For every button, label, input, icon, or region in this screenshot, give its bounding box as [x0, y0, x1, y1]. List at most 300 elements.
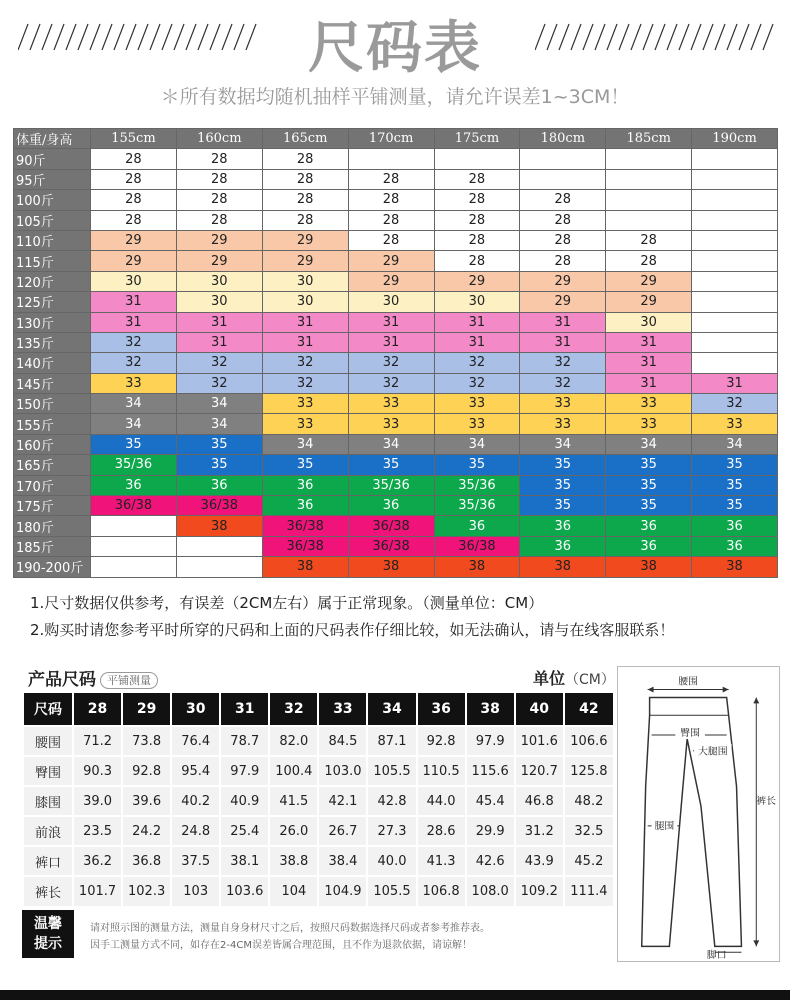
size-cell [520, 149, 606, 169]
size-cell: 29 [91, 251, 177, 271]
size-cell [606, 210, 692, 230]
measurement-value: 120.7 [515, 756, 564, 786]
row-header-weight: 155斤 [14, 414, 91, 434]
size-cell: 31 [434, 332, 520, 352]
pants-diagram-svg [618, 667, 779, 961]
size-column-header: 30 [171, 693, 220, 726]
size-cell: 36/38 [348, 536, 434, 556]
measurement-label: 腰围 [23, 726, 73, 756]
size-cell [692, 190, 778, 210]
tip-text [90, 920, 610, 954]
column-header: 190cm [692, 129, 778, 149]
size-cell: 32 [91, 353, 177, 373]
row-header-weight: 120斤 [14, 271, 91, 291]
measurement-value: 46.8 [515, 786, 564, 816]
size-cell [176, 536, 262, 556]
measurement-value: 45.2 [564, 846, 613, 876]
note-line-1: 1.尺寸数据仅供参考，有误差（2CM左右）属于正常现象。（测量单位：CM） [30, 594, 544, 612]
measurement-value: 42.8 [367, 786, 416, 816]
measurement-value: 102.3 [122, 876, 171, 906]
size-cell: 35 [520, 455, 606, 475]
column-header: 185cm [606, 129, 692, 149]
measurement-value: 109.2 [515, 876, 564, 906]
size-cell: 28 [520, 210, 606, 230]
size-cell: 28 [434, 251, 520, 271]
size-cell: 36 [606, 516, 692, 536]
size-column-header: 31 [220, 693, 269, 726]
size-cell: 36 [606, 536, 692, 556]
table-row [14, 190, 778, 210]
measurement-value: 103.0 [318, 756, 367, 786]
size-cell: 36/38 [91, 496, 177, 516]
measurement-value: 38.4 [318, 846, 367, 876]
size-cell: 30 [262, 292, 348, 312]
size-cell: 32 [434, 353, 520, 373]
unit-label-text: 单位 [533, 669, 566, 688]
size-cell: 31 [262, 312, 348, 332]
size-cell: 29 [262, 251, 348, 271]
table-row [14, 557, 778, 577]
measurement-value: 41.5 [269, 786, 318, 816]
measurement-row [23, 786, 613, 816]
size-cell [434, 149, 520, 169]
table-row [14, 475, 778, 495]
size-cell: 28 [520, 251, 606, 271]
size-cell: 32 [520, 373, 606, 393]
size-cell: 35/36 [434, 496, 520, 516]
tip-badge [22, 910, 74, 958]
size-cell: 34 [434, 434, 520, 454]
size-cell: 38 [520, 557, 606, 577]
size-cell: 31 [606, 332, 692, 352]
diagram-thigh-label: 大腿围 [698, 746, 728, 758]
size-cell: 35 [176, 434, 262, 454]
size-cell: 31 [262, 332, 348, 352]
table-row [14, 292, 778, 312]
measurement-value: 32.5 [564, 816, 613, 846]
pants-measurement-diagram [617, 666, 780, 962]
table-row [14, 149, 778, 169]
size-cell: 30 [262, 271, 348, 291]
row-header-weight: 170斤 [14, 475, 91, 495]
measurement-label: 裤长 [23, 876, 73, 906]
row-header-weight: 110斤 [14, 230, 91, 250]
measurement-value: 29.9 [466, 816, 515, 846]
table-header-row [14, 129, 778, 149]
measurement-value: 71.2 [73, 726, 122, 756]
row-header-weight: 190-200斤 [14, 557, 91, 577]
size-cell [692, 332, 778, 352]
measurement-row [23, 846, 613, 876]
size-cell: 29 [176, 251, 262, 271]
measurement-value: 42.1 [318, 786, 367, 816]
table-row [14, 230, 778, 250]
size-cell: 31 [520, 312, 606, 332]
diagram-hip-label: 臀围 [680, 727, 700, 739]
size-column-header: 40 [515, 693, 564, 726]
size-cell [692, 251, 778, 271]
size-cell [176, 557, 262, 577]
size-cell: 30 [176, 271, 262, 291]
size-cell: 32 [348, 373, 434, 393]
row-header-weight: 175斤 [14, 496, 91, 516]
size-header-label: 尺码 [23, 693, 73, 726]
size-cell: 30 [348, 292, 434, 312]
size-cell: 33 [434, 414, 520, 434]
measurement-value: 23.5 [73, 816, 122, 846]
measurement-value: 31.2 [515, 816, 564, 846]
size-cell: 28 [606, 230, 692, 250]
column-header: 175cm [434, 129, 520, 149]
table-row [14, 434, 778, 454]
measurement-value: 76.4 [171, 726, 220, 756]
measurement-value: 104.9 [318, 876, 367, 906]
product-size-header-row [23, 693, 613, 726]
size-cell: 29 [606, 292, 692, 312]
size-cell: 28 [91, 190, 177, 210]
size-cell: 28 [434, 210, 520, 230]
size-cell: 31 [348, 312, 434, 332]
size-cell: 35 [692, 475, 778, 495]
page-header [0, 0, 790, 80]
measurement-value: 110.5 [417, 756, 466, 786]
unit-value: （CM） [565, 672, 615, 688]
size-cell: 29 [176, 230, 262, 250]
weight-height-size-table [13, 128, 778, 578]
size-cell: 34 [91, 414, 177, 434]
measurement-value: 87.1 [367, 726, 416, 756]
measurement-value: 125.8 [564, 756, 613, 786]
row-header-weight: 165斤 [14, 455, 91, 475]
size-column-header: 32 [269, 693, 318, 726]
size-cell: 34 [91, 394, 177, 414]
measurement-value: 73.8 [122, 726, 171, 756]
size-cell: 28 [176, 169, 262, 189]
measurement-value: 24.8 [171, 816, 220, 846]
measurement-value: 26.7 [318, 816, 367, 846]
size-cell: 36/38 [176, 496, 262, 516]
measurement-value: 104 [269, 876, 318, 906]
size-cell: 32 [91, 332, 177, 352]
row-header-weight: 105斤 [14, 210, 91, 230]
measurement-value: 27.3 [367, 816, 416, 846]
measurement-value: 40.9 [220, 786, 269, 816]
size-cell: 38 [606, 557, 692, 577]
size-cell: 32 [434, 373, 520, 393]
size-cell: 32 [348, 353, 434, 373]
size-cell: 35/36 [434, 475, 520, 495]
measurement-value: 90.3 [73, 756, 122, 786]
table-row [14, 536, 778, 556]
size-cell: 33 [262, 414, 348, 434]
measurement-value: 37.5 [171, 846, 220, 876]
size-cell: 35 [520, 496, 606, 516]
measurement-value: 97.9 [466, 726, 515, 756]
size-column-header: 36 [417, 693, 466, 726]
size-cell: 31 [606, 373, 692, 393]
size-cell: 34 [176, 414, 262, 434]
tip-badge-line-1: 温馨 [34, 916, 62, 932]
table-row [14, 496, 778, 516]
size-cell: 32 [262, 373, 348, 393]
diagram-length-label: 裤长 [756, 796, 777, 808]
unit-label [533, 666, 615, 689]
size-cell: 35 [692, 496, 778, 516]
measurement-value: 48.2 [564, 786, 613, 816]
size-cell: 38 [348, 557, 434, 577]
row-header-weight: 130斤 [14, 312, 91, 332]
size-cell: 34 [606, 434, 692, 454]
size-cell: 29 [606, 271, 692, 291]
measurement-value: 25.4 [220, 816, 269, 846]
table-row [14, 516, 778, 536]
measurement-value: 106.6 [564, 726, 613, 756]
measurement-value: 105.5 [367, 756, 416, 786]
size-cell: 33 [434, 394, 520, 414]
size-cell: 35 [692, 455, 778, 475]
size-cell: 35/36 [91, 455, 177, 475]
row-header-weight: 185斤 [14, 536, 91, 556]
size-cell: 28 [348, 230, 434, 250]
size-cell: 35 [606, 455, 692, 475]
size-cell: 30 [434, 292, 520, 312]
size-cell: 28 [91, 210, 177, 230]
measurement-value: 111.4 [564, 876, 613, 906]
size-cell: 33 [520, 414, 606, 434]
size-cell [606, 169, 692, 189]
size-cell: 28 [434, 230, 520, 250]
page-title: 尺码表 [308, 16, 482, 81]
measurement-value: 97.9 [220, 756, 269, 786]
row-header-weight: 135斤 [14, 332, 91, 352]
table-row [14, 210, 778, 230]
row-header-weight: 150斤 [14, 394, 91, 414]
tip-line-2: 因手工测量方式不同，如存在2-4CM误差皆属合理范围，且不作为退款依据，请谅解！ [90, 940, 472, 951]
size-cell: 28 [262, 190, 348, 210]
measurement-value: 39.6 [122, 786, 171, 816]
measurement-value: 38.8 [269, 846, 318, 876]
measurement-value: 43.9 [515, 846, 564, 876]
size-cell: 38 [262, 557, 348, 577]
row-header-weight: 115斤 [14, 251, 91, 271]
size-cell: 38 [434, 557, 520, 577]
measurement-value: 38.1 [220, 846, 269, 876]
measurement-value: 45.4 [466, 786, 515, 816]
size-cell: 31 [692, 373, 778, 393]
size-cell: 36/38 [262, 516, 348, 536]
measurement-value: 105.5 [367, 876, 416, 906]
table-row [14, 312, 778, 332]
size-cell: 31 [520, 332, 606, 352]
size-cell: 31 [176, 332, 262, 352]
size-cell: 31 [91, 312, 177, 332]
size-cell: 38 [692, 557, 778, 577]
row-header-weight: 90斤 [14, 149, 91, 169]
size-cell: 28 [262, 169, 348, 189]
measurement-label: 膝围 [23, 786, 73, 816]
size-cell: 29 [348, 271, 434, 291]
size-cell: 35 [262, 455, 348, 475]
size-column-header: 42 [564, 693, 613, 726]
size-cell: 36 [520, 516, 606, 536]
row-header-weight: 160斤 [14, 434, 91, 454]
product-size-title [28, 665, 158, 690]
table-row [14, 414, 778, 434]
size-column-header: 38 [466, 693, 515, 726]
size-cell [692, 271, 778, 291]
measurement-row [23, 816, 613, 846]
corner-label: 体重/身高 [14, 129, 91, 149]
size-cell: 33 [520, 394, 606, 414]
size-cell: 32 [176, 353, 262, 373]
measurement-value: 40.2 [171, 786, 220, 816]
product-size-title-sub: 平铺测量 [100, 672, 158, 689]
size-cell: 32 [692, 394, 778, 414]
diagram-hem-label: 脚口 [706, 950, 727, 961]
size-cell [520, 169, 606, 189]
size-cell: 33 [262, 394, 348, 414]
tip-line-1: 请对照示图的测量方法，测量自身身材尺寸之后，按照尺码数据选择尺码或者参考推荐表。 [90, 923, 490, 934]
measurement-value: 42.6 [466, 846, 515, 876]
hatch-decoration-right [535, 22, 775, 52]
bottom-bar [0, 990, 790, 1000]
measurement-value: 40.0 [367, 846, 416, 876]
size-cell: 32 [520, 353, 606, 373]
product-size-table [22, 693, 613, 906]
measurement-value: 101.6 [515, 726, 564, 756]
size-cell: 33 [606, 394, 692, 414]
size-cell: 30 [176, 292, 262, 312]
size-cell: 35 [434, 455, 520, 475]
size-cell: 29 [434, 271, 520, 291]
size-cell: 34 [262, 434, 348, 454]
size-cell: 31 [91, 292, 177, 312]
size-cell: 28 [348, 210, 434, 230]
column-header: 160cm [176, 129, 262, 149]
measurement-row [23, 876, 613, 906]
measurement-value: 82.0 [269, 726, 318, 756]
measurement-value: 95.4 [171, 756, 220, 786]
page-subtitle: ＊所有数据均随机抽样平铺测量，请允许误差1~3CM！ [160, 86, 630, 108]
table-row [14, 353, 778, 373]
table-row [14, 373, 778, 393]
size-cell: 36/38 [348, 516, 434, 536]
size-cell: 35 [520, 475, 606, 495]
measurement-value: 92.8 [417, 726, 466, 756]
size-cell: 33 [348, 394, 434, 414]
size-cell: 28 [176, 210, 262, 230]
size-cell: 28 [262, 149, 348, 169]
size-cell: 31 [434, 312, 520, 332]
size-cell: 28 [176, 149, 262, 169]
tip-badge-line-2: 提示 [34, 936, 62, 952]
size-column-header: 34 [367, 693, 416, 726]
size-cell: 35 [176, 455, 262, 475]
size-cell: 36 [520, 536, 606, 556]
measurement-value: 41.3 [417, 846, 466, 876]
table-row [14, 455, 778, 475]
size-cell [692, 169, 778, 189]
size-cell: 28 [176, 190, 262, 210]
size-cell: 36 [262, 475, 348, 495]
size-cell: 36 [91, 475, 177, 495]
size-cell: 28 [262, 210, 348, 230]
size-cell: 38 [176, 516, 262, 536]
size-column-header: 28 [73, 693, 122, 726]
table-row [14, 169, 778, 189]
measurement-value: 28.6 [417, 816, 466, 846]
size-cell: 28 [520, 190, 606, 210]
row-header-weight: 145斤 [14, 373, 91, 393]
size-cell: 35/36 [348, 475, 434, 495]
table-row [14, 332, 778, 352]
size-cell [606, 190, 692, 210]
size-cell: 28 [348, 190, 434, 210]
size-cell: 29 [520, 271, 606, 291]
size-cell: 28 [434, 169, 520, 189]
measurement-value: 100.4 [269, 756, 318, 786]
column-header: 180cm [520, 129, 606, 149]
measurement-value: 44.0 [417, 786, 466, 816]
measurement-value: 39.0 [73, 786, 122, 816]
size-cell: 33 [606, 414, 692, 434]
size-cell [606, 149, 692, 169]
size-cell: 29 [520, 292, 606, 312]
table-row [14, 271, 778, 291]
measurement-value: 92.8 [122, 756, 171, 786]
size-cell: 32 [262, 353, 348, 373]
size-cell: 33 [91, 373, 177, 393]
measurement-row [23, 726, 613, 756]
size-cell [91, 516, 177, 536]
size-cell [692, 292, 778, 312]
measurement-value: 24.2 [122, 816, 171, 846]
row-header-weight: 125斤 [14, 292, 91, 312]
size-cell: 36 [692, 516, 778, 536]
size-cell: 34 [520, 434, 606, 454]
size-cell [692, 312, 778, 332]
size-cell: 34 [176, 394, 262, 414]
size-cell: 35 [91, 434, 177, 454]
size-cell: 32 [176, 373, 262, 393]
notes [30, 590, 770, 644]
size-cell: 35 [348, 455, 434, 475]
size-cell: 30 [606, 312, 692, 332]
measurement-value: 84.5 [318, 726, 367, 756]
measurement-value: 101.7 [73, 876, 122, 906]
size-cell: 36 [348, 496, 434, 516]
size-cell [91, 536, 177, 556]
size-cell: 28 [434, 190, 520, 210]
size-cell: 31 [176, 312, 262, 332]
size-cell [692, 149, 778, 169]
size-cell: 29 [91, 230, 177, 250]
measurement-value: 103.6 [220, 876, 269, 906]
column-header: 165cm [262, 129, 348, 149]
measurement-value: 78.7 [220, 726, 269, 756]
measurement-value: 36.2 [73, 846, 122, 876]
size-cell: 36 [434, 516, 520, 536]
size-cell: 29 [262, 230, 348, 250]
table-row [14, 394, 778, 414]
size-cell: 31 [606, 353, 692, 373]
size-cell: 34 [348, 434, 434, 454]
size-cell: 28 [520, 230, 606, 250]
size-cell: 33 [692, 414, 778, 434]
row-header-weight: 95斤 [14, 169, 91, 189]
row-header-weight: 100斤 [14, 190, 91, 210]
size-cell: 28 [606, 251, 692, 271]
